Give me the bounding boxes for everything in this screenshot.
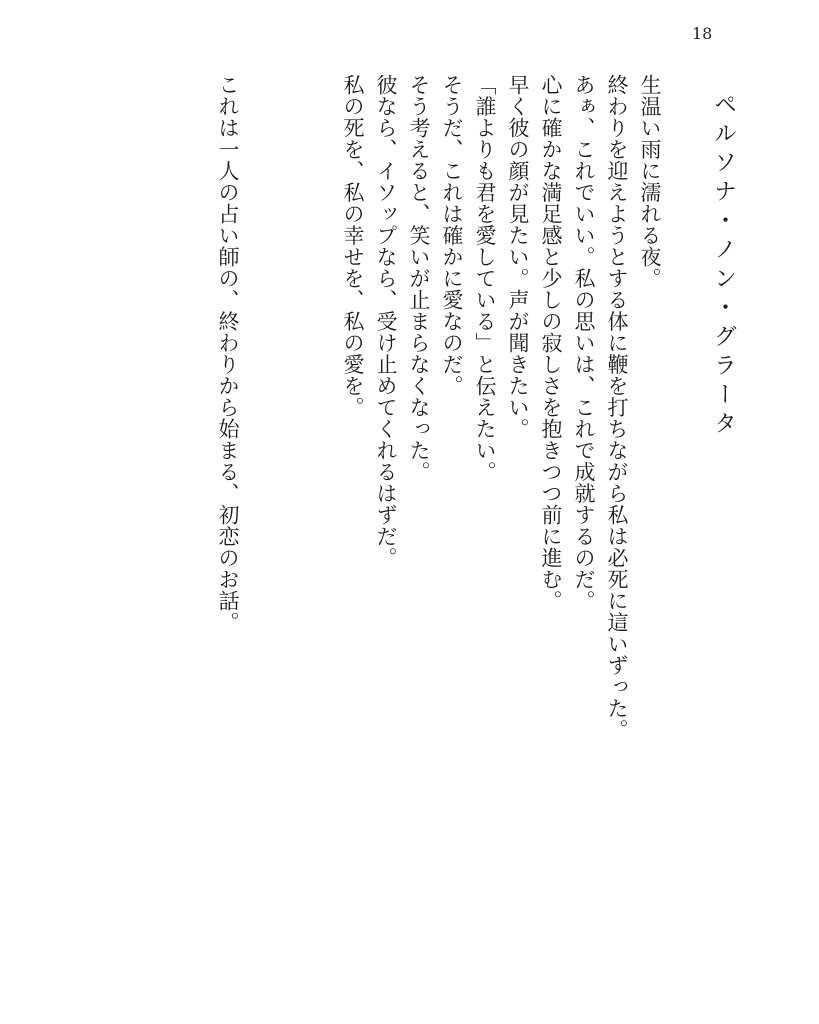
body-line: 早く彼の顔が見たい。声が聞きたい。	[506, 74, 530, 440]
chapter-title: ペルソナ・ノン・グラータ	[710, 92, 736, 440]
body-line: 生温い雨に濡れる夜。	[638, 74, 662, 289]
page-number: 18	[692, 24, 713, 43]
paragraph-spacer	[244, 74, 336, 774]
body-line: 「誰よりも君を愛している」と伝えたい。	[473, 74, 497, 483]
body-line: そうだ、これは確かに愛なのだ。	[440, 74, 464, 397]
body-line: あぁ、これでいい。私の思いは、これで成就するのだ。	[572, 74, 596, 612]
body-line: 私の死を、私の幸せを、私の愛を。	[341, 74, 365, 418]
closing-line: これは一人の占い師の、終わりから始まる、初恋のお話。	[216, 74, 240, 633]
vertical-text-block	[211, 74, 739, 774]
body-line: 心に確かな満足感と少しの寂しさを抱きつつ前に進む。	[539, 74, 563, 612]
body-line: そう考えると、笑いが止まらなくなった。	[407, 74, 431, 483]
body-line: 終わりを迎えようとする体に鞭を打ちながら私は必死に這いずった。	[605, 74, 629, 741]
body-line: 彼なら、イソップなら、受け止めてくれるはずだ。	[374, 74, 398, 569]
